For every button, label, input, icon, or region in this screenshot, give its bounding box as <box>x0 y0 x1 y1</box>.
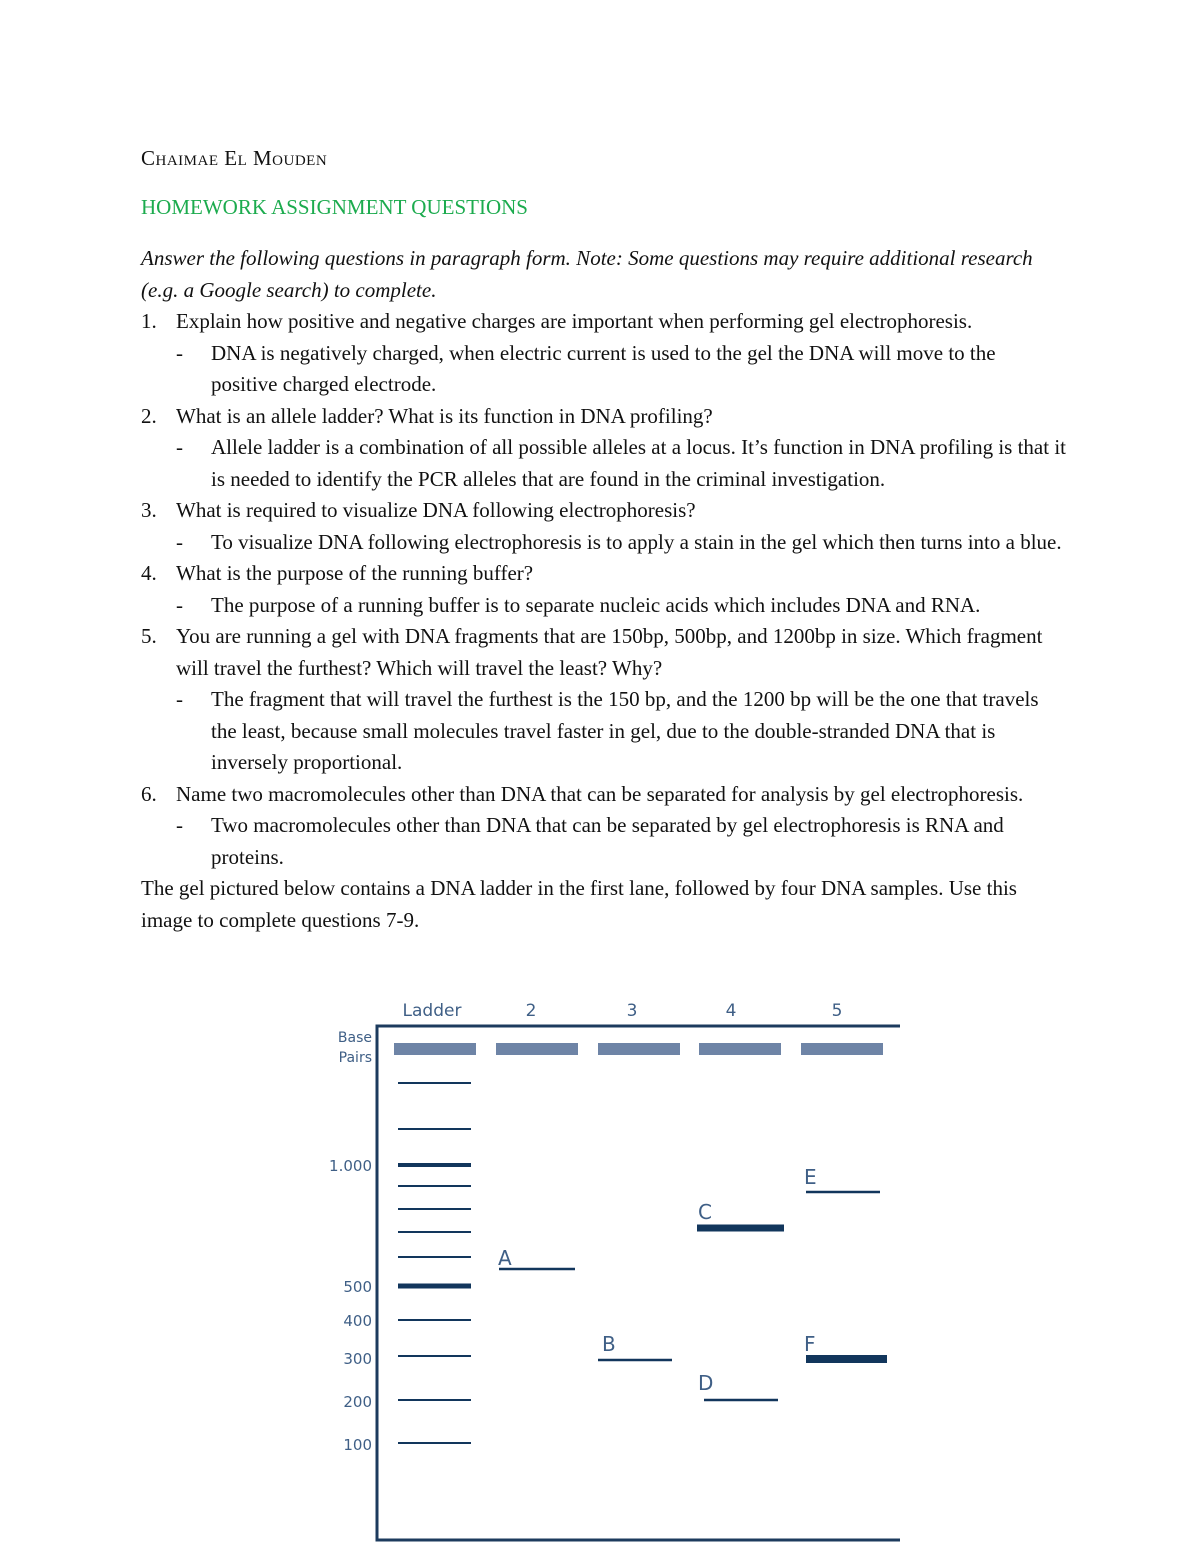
answer-item <box>176 432 1066 495</box>
lane-label-4: 4 <box>725 1001 737 1021</box>
question-number: 5. <box>141 624 157 648</box>
question-text: What is required to visualize DNA following electrophoresis? <box>176 498 696 522</box>
instructions: Answer the following questions in paragraph form. Note: Some questions may require additional research (e.g. a Google search) to complete. <box>141 246 1033 302</box>
answer-bullet: - <box>176 592 183 617</box>
size-label-300: 300 <box>343 1350 372 1368</box>
well-lane-3 <box>598 1043 680 1055</box>
ladder-bands <box>398 1083 471 1443</box>
band-label-f: F <box>804 1332 816 1356</box>
question-number: 6. <box>141 781 157 806</box>
well-lane-2 <box>496 1043 578 1055</box>
gel-figure <box>300 995 900 1545</box>
answer-list <box>176 338 1066 401</box>
gel-intro-text: The gel pictured below contains a DNA ladder in the first lane, followed by four DNA samples. Use this image to complete questions 7-9. <box>141 876 1017 932</box>
question-text: You are running a gel with DNA fragments that are 150bp, 500bp, and 1200bp in size. Which fragment will travel the furthest? Which will travel the least? Why? <box>176 624 1043 680</box>
question-list <box>141 306 1066 873</box>
size-label-1000: 1.000 <box>329 1157 372 1175</box>
page-title: HOMEWORK ASSIGNMENT QUESTIONS <box>141 195 528 219</box>
answer-bullet: - <box>176 340 183 365</box>
lane-label-ladder: Ladder <box>402 1001 462 1021</box>
answer-item <box>176 527 1066 559</box>
answer-item <box>176 338 1066 401</box>
answer-bullet: - <box>176 687 183 711</box>
answer-item <box>176 810 1066 873</box>
question-item <box>141 779 1066 874</box>
band-label-b: B <box>602 1332 616 1356</box>
answer-list <box>176 810 1066 873</box>
well-ladder <box>394 1043 476 1055</box>
answer-text: The purpose of a running buffer is to separate nucleic acids which includes DNA and RNA. <box>211 592 981 617</box>
question-item <box>141 401 1066 496</box>
answer-item <box>176 590 1066 622</box>
question-text: Explain how positive and negative charges are important when performing gel electrophoresis. <box>176 309 973 333</box>
lane-label-3: 3 <box>626 1001 638 1021</box>
gel-frame <box>377 1026 900 1540</box>
answer-bullet: - <box>176 813 183 837</box>
question-text: Name two macromolecules other than DNA that can be separated for analysis by gel electrophoresis. <box>176 781 1024 806</box>
size-label-200: 200 <box>343 1393 372 1411</box>
answer-text: DNA is negatively charged, when electric current is used to the gel the DNA will move to the positive charged electrode. <box>211 340 996 396</box>
answer-list <box>176 527 1066 559</box>
size-label-400: 400 <box>343 1312 372 1330</box>
answer-text: To visualize DNA following electrophoresis is to apply a stain in the gel which then turns into a blue. <box>211 529 1062 554</box>
author-name: Chaimae El Mouden <box>141 146 328 170</box>
question-item <box>141 621 1066 779</box>
axis-title-pairs: Pairs <box>338 1050 372 1066</box>
size-label-500: 500 <box>343 1278 372 1296</box>
answer-bullet: - <box>176 529 183 554</box>
gel-diagram <box>300 995 900 1545</box>
size-label-100: 100 <box>343 1436 372 1454</box>
lane-label-5: 5 <box>831 1001 843 1021</box>
band-label-d: D <box>698 1371 714 1395</box>
band-label-c: C <box>698 1200 712 1224</box>
answer-text: The fragment that will travel the furthest is the 150 bp, and the 1200 bp will be the one that travels the least, because small molecules travel faster in gel, due to the double-stranded DNA that is inversely proportional. <box>211 687 1039 774</box>
answer-text: Two macromolecules other than DNA that can be separated by gel electrophoresis is RNA and proteins. <box>211 813 1004 869</box>
well-lane-5 <box>801 1043 883 1055</box>
question-item <box>141 558 1066 621</box>
answer-item <box>176 684 1066 779</box>
well-lane-4 <box>699 1043 781 1055</box>
lane-label-2: 2 <box>525 1001 537 1021</box>
answer-bullet: - <box>176 435 183 459</box>
band-label-e: E <box>804 1165 817 1189</box>
question-number: 3. <box>141 498 157 522</box>
question-item <box>141 495 1066 558</box>
question-item <box>141 306 1066 401</box>
question-text: What is an allele ladder? What is its function in DNA profiling? <box>176 403 713 428</box>
question-number: 4. <box>141 561 157 585</box>
question-number: 2. <box>141 403 157 428</box>
document-body <box>141 243 1066 936</box>
answer-text: Allele ladder is a combination of all possible alleles at a locus. It’s function in DNA profiling is that it is needed to identify the PCR alleles that are found in the criminal investigation. <box>211 435 1066 491</box>
answer-list <box>176 684 1066 779</box>
question-number: 1. <box>141 309 157 333</box>
axis-title-base: Base <box>337 1030 372 1046</box>
question-text: What is the purpose of the running buffer? <box>176 561 534 585</box>
band-label-a: A <box>498 1246 512 1270</box>
answer-list <box>176 590 1066 622</box>
answer-list <box>176 432 1066 495</box>
